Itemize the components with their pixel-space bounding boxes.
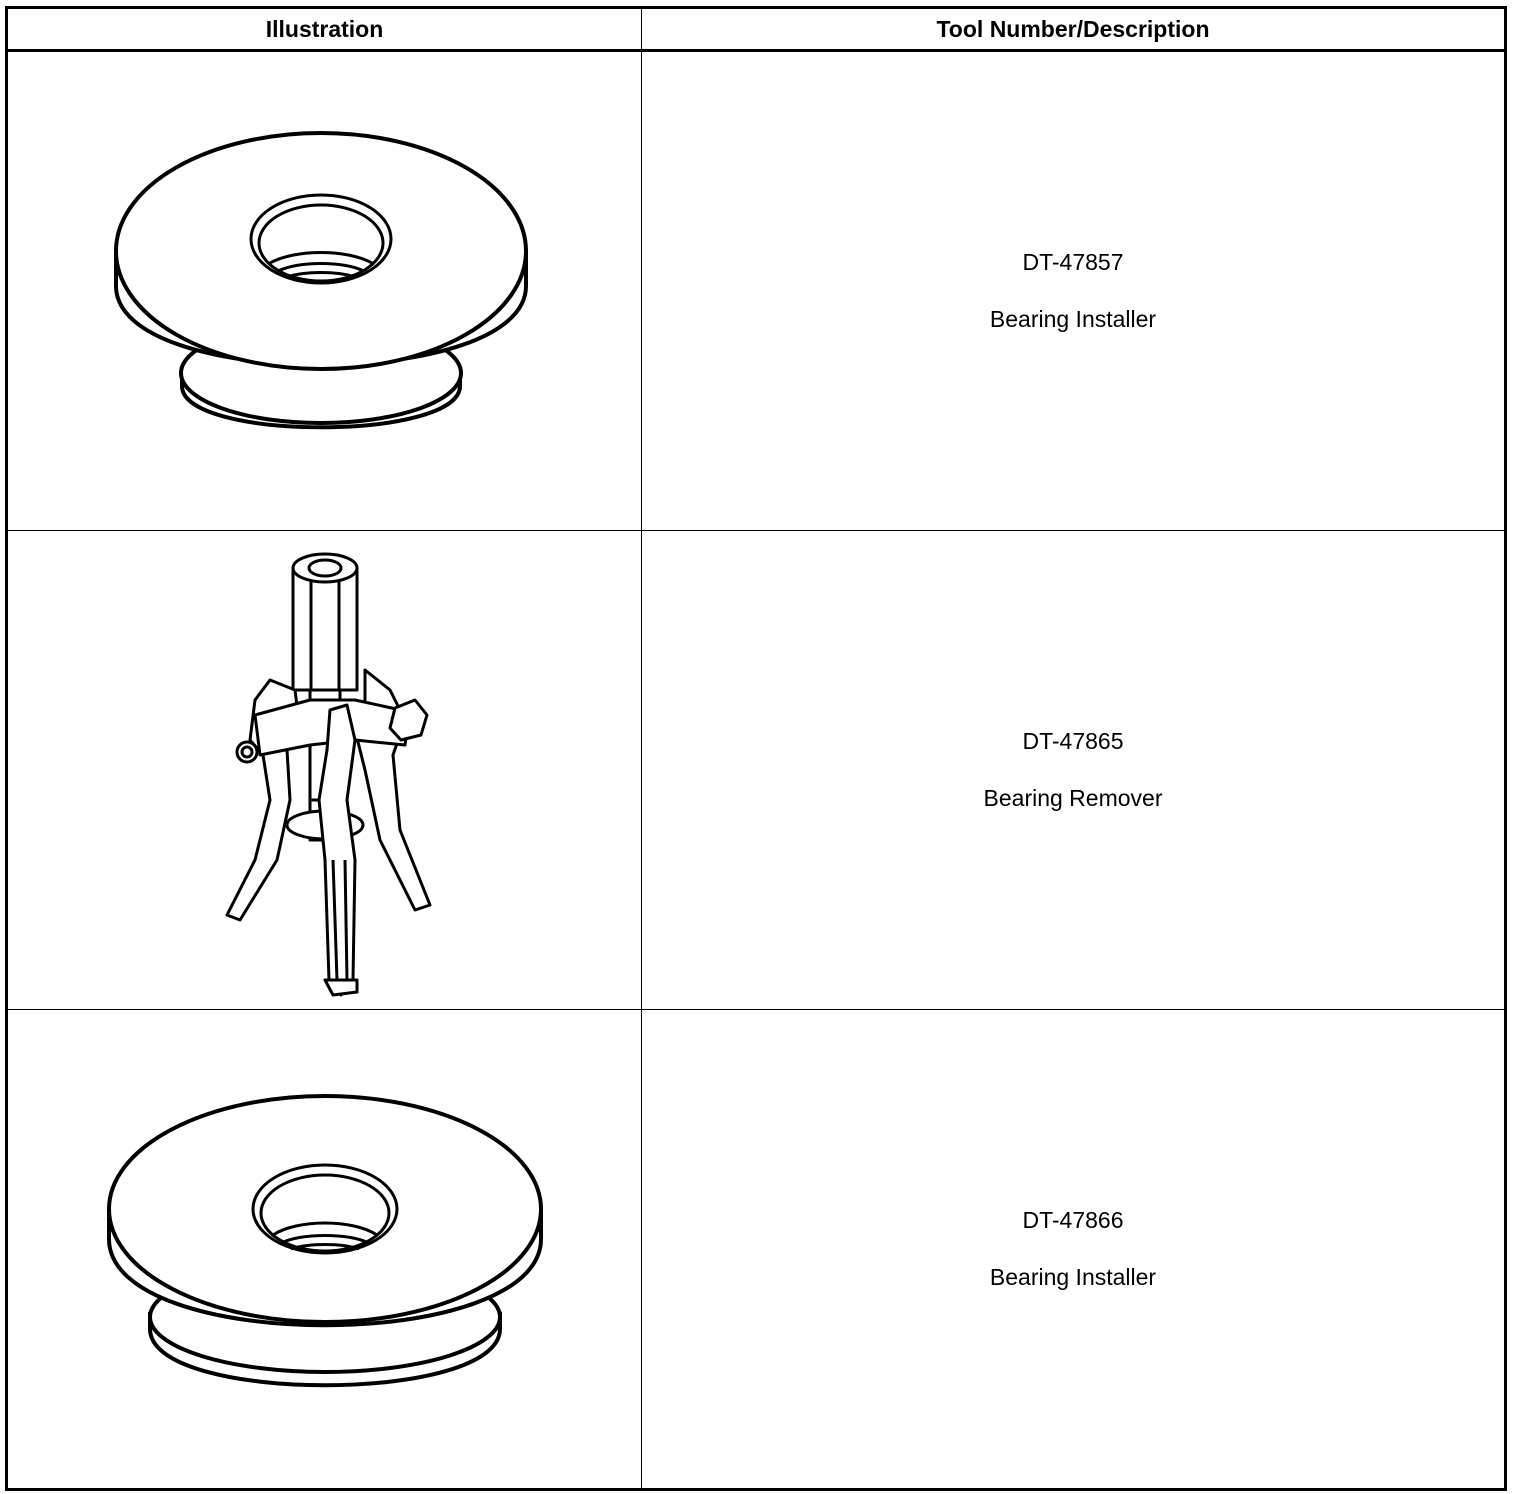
table-row bbox=[7, 51, 1506, 531]
header-row bbox=[7, 8, 1506, 51]
bearing-installer-icon bbox=[110, 121, 540, 461]
tool-description: Bearing Remover bbox=[983, 785, 1163, 811]
tool-number: DT-47857 bbox=[1022, 249, 1124, 275]
bearing-installer-icon bbox=[105, 1089, 545, 1409]
tool-number: DT-47866 bbox=[1022, 1207, 1124, 1233]
special-tools-table bbox=[5, 6, 1507, 1491]
tool-description-header: Tool Number/Description bbox=[642, 8, 1506, 51]
table-row bbox=[7, 1010, 1506, 1490]
table-row bbox=[7, 531, 1506, 1010]
illustration-cell bbox=[7, 531, 642, 1010]
tool-description: Bearing Installer bbox=[989, 1264, 1157, 1290]
illustration-cell bbox=[7, 1010, 642, 1490]
tool-number: DT-47865 bbox=[1022, 728, 1124, 754]
illustration-header: Illustration bbox=[7, 8, 642, 51]
illustration-cell bbox=[7, 51, 642, 531]
description-cell bbox=[642, 51, 1506, 531]
tool-description: Bearing Installer bbox=[989, 306, 1157, 332]
bearing-remover-icon bbox=[215, 540, 435, 1000]
description-cell bbox=[642, 531, 1506, 1010]
description-cell bbox=[642, 1010, 1506, 1490]
